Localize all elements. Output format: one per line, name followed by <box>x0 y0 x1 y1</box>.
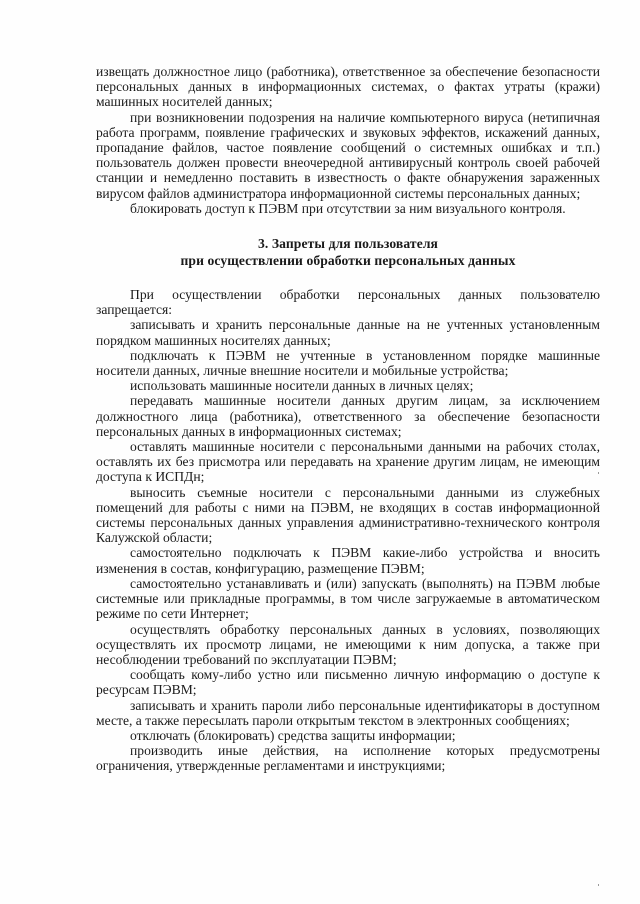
prohibition-item: записывать и хранить персональные данные на не учтенных установленным порядком машинных носителях данных; <box>96 317 600 348</box>
section-heading-line-1: 3. Запреты для пользователя <box>257 236 439 252</box>
document-body <box>96 64 600 774</box>
prohibition-item: записывать и хранить пароли либо персональные идентификаторы в доступном месте, а также пересылать пароли открытым текстом в электронных сообщениях; <box>96 697 600 728</box>
scan-speck <box>598 884 599 886</box>
prohibition-item: сообщать кому-либо устно или письменно личную информацию о доступе к ресурсам ПЭВМ; <box>96 667 600 698</box>
section-heading-line-2: при осуществлении обработки персональных данных <box>180 253 516 269</box>
prohibition-item: отключать (блокировать) средства защиты информации; <box>130 727 456 743</box>
paragraph-virus-suspicion: при возникновении подозрения на наличие компьютерного вируса (нетипичная работа программ, появление графических и звуковых эффектов, искажений данных, пропадание файлов, частое появление сообщений о системных ошибках и т.п.) пользователь должен провести внеочередной антивирусный контроль своей рабочей станции и немедленно поставить в известность о факте обнаружения зараженных вирусом файлов администратора информационной системы персональных данных; <box>96 109 600 201</box>
section-heading <box>96 235 600 269</box>
prohibition-item: подключать к ПЭВМ не учтенные в установленном порядке машинные носители данных, личные внешние носители и мобильные устройства; <box>96 347 600 379</box>
scan-speck <box>598 472 599 474</box>
prohibition-item: самостоятельно подключать к ПЭВМ какие-либо устройства и вносить изменения в состав, конфигурацию, размещение ПЭВМ; <box>96 545 600 576</box>
prohibition-item: осуществлять обработку персональных данных в условиях, позволяющих осуществлять их просмотр лицами, не имеющими к ним допуска, а также при несоблюдении требований по эксплуатации ПЭВМ; <box>96 621 600 667</box>
paragraph-block-access: блокировать доступ к ПЭВМ при отсутствии за ним визуального контроля. <box>130 200 566 216</box>
paragraph-intro: При осуществлении обработки персональных данных пользователю запрещается: <box>96 287 600 318</box>
paragraph-report-loss: извещать должностное лицо (работника), ответственное за обеспечение безопасности персональных данных в информационных системах, о фактах утраты (кражи) машинных носителей данных; <box>96 64 600 110</box>
prohibition-item: производить иные действия, на исполнение которых предусмотрены ограничения, утвержденные регламентами и инструкциями; <box>96 743 600 774</box>
prohibition-item: использовать машинные носители данных в личных целях; <box>130 378 474 394</box>
prohibition-item: передавать машинные носители данных другим лицам, за исключением должностного лица (работника), ответственного за обеспечение безопасности персональных данных в информационных системах; <box>96 393 600 439</box>
prohibition-item: оставлять машинные носители с персональными данными на рабочих столах, оставлять их без присмотра или передавать на хранение другим лицам, не имеющим доступа к ИСПДн; <box>96 439 600 485</box>
prohibition-item: выносить съемные носители с персональными данными из служебных помещений для работы с ними на ПЭВМ, не входящих в состав информационной системы персональных данных управления административно-технического контроля Калужской области; <box>96 484 600 546</box>
prohibition-item: самостоятельно устанавливать и (или) запускать (выполнять) на ПЭВМ любые системные или прикладные программы, в том числе загружаемые в автоматическом режиме по сети Интернет; <box>96 575 600 622</box>
